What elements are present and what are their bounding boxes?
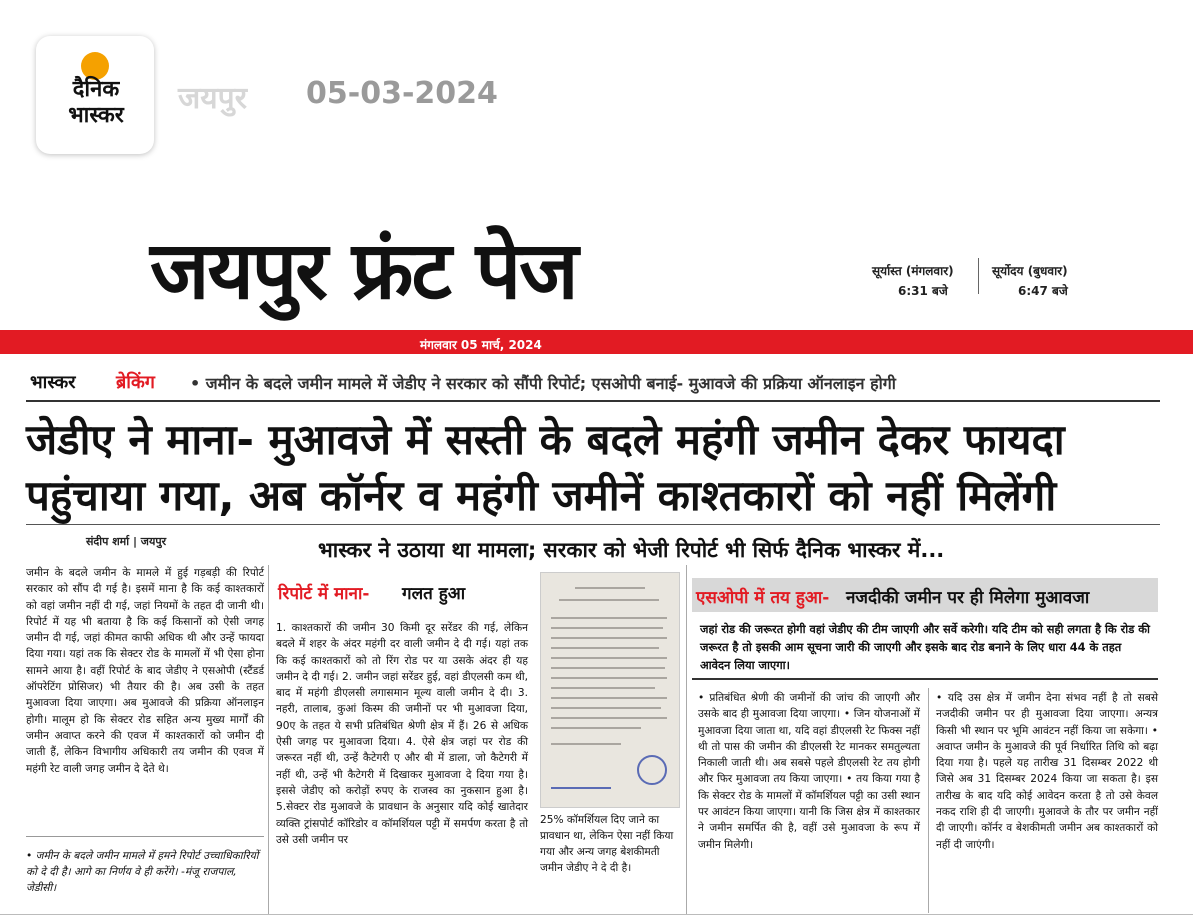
document-line: [551, 677, 667, 679]
sunrise-time: 6:47 बजे: [1018, 284, 1068, 298]
section-heading-red: रिपोर्ट में माना-: [278, 584, 370, 604]
document-line: [551, 717, 667, 719]
divider: [978, 258, 979, 294]
document-line: [551, 707, 661, 709]
edition-city: जयपुर: [178, 81, 247, 116]
breaking-label-brand: भास्कर: [30, 372, 76, 393]
edition-date: 05-03-2024: [306, 76, 498, 111]
document-line: [551, 687, 655, 689]
photo-caption: 25% कॉमर्शियल दिए जाने का प्रावधान था, लेकिन ऐसा नहीं किया गया और अन्य जगह बेशकीमती जमीन जेडीए ने दे दी है।: [540, 814, 674, 874]
sunset-label: सूर्यास्त (मंगलवार): [872, 264, 954, 278]
breaking-text: • जमीन के बदले जमीन मामले में जेडीए ने सरकार को सौंपी रिपोर्ट; एसओपी बनाई- मुआवजे की प्रक्रिया ऑनलाइन होगी: [190, 374, 896, 393]
newspaper-logo[interactable]: [36, 36, 154, 154]
sun-logo-icon: [81, 52, 109, 80]
stamp-icon: [637, 755, 667, 785]
divider: [0, 914, 1193, 915]
column-divider: [268, 565, 269, 915]
sop-points-right: • यदि उस क्षेत्र में जमीन देना संभव नहीं है तो सबसे नजदीकी जमीन पर ही मुआवजा दिया जाएगा। अन्यत्र किसी भी स्थान पर भूमि आवंटन नहीं किया जा सकेगा। • अवाप्त जमीन के मुआवजे की पूर्व निर्धारित तिथि को बढ़ा दिया गया है। पहले यह तारीख 31 दिसम्बर 2022 थी जिसे अब 31 दिसम्बर 2024 किया जा सकता है। इस तारीख के बाद यदि कोई आवेदन करता है तो उसे केवल नकद राशि ही दी जाएगी। मुआवजे के तौर पर जमीन नहीं दी जाएगी। कॉर्नर व बेशकीमती जमीन अब काश्तकारों को नहीं दी जाएंगी।: [936, 692, 1158, 851]
document-line: [551, 667, 665, 669]
sunrise-label: सूर्योदय (बुधवार): [992, 264, 1068, 278]
document-line: [575, 587, 645, 589]
section-heading-black: नजदीकी जमीन पर ही मिलेगा मुआवजा: [846, 588, 1090, 608]
date-bar: [0, 330, 1193, 354]
issue-date: मंगलवार 05 मार्च, 2024: [420, 338, 542, 352]
divider: [692, 678, 1158, 680]
column-divider: [928, 688, 929, 913]
sop-intro-text: जहां रोड की जरूरत होगी वहां जेडीए की टीम जाएगी और सर्वे करेगी। यदि टीम को सही लगता है कि रोड की जरूरत है तो इसकी आम सूचना जारी की जाएगी और इसके बाद रोड बनाने के लिए धारा 44 के तहत आवेदन लिया जाएगा।: [700, 622, 1151, 672]
column-divider: [686, 565, 687, 915]
section-heading-report: [276, 575, 528, 605]
page-title: जयपुर फ्रंट पेज: [150, 224, 577, 317]
document-line: [551, 617, 667, 619]
document-line: [551, 727, 641, 729]
divider: [26, 400, 1160, 402]
breaking-badge: [26, 368, 184, 396]
document-line: [559, 599, 659, 601]
logo-text-line1: दैनिक: [72, 77, 120, 102]
headline-line1: जेडीए ने माना- मुआवजे में सस्ती के बदले महंगी जमीन देकर फायदा: [26, 415, 1065, 464]
section-heading-sop: [692, 578, 1158, 612]
sop-points-left: • प्रतिबंधित श्रेणी की जमीनों की जांच की जाएगी और उसके बाद ही मुआवजा दिया जाएगा। • जिन योजनाओं में मुआवजा दिया जाता था, यदि वहां डीएलसी रेट फिक्स नहीं थी तो पास की जमीन की डीएलसी रेट मानकर समतुल्यता निकाली जाती थी। अब सबसे पहले डीएलसी रेट तय होगी और फिर मुआवजा तय किया जाएगा। • तय किया गया है कि सेक्टर रोड के मामलों में कॉमर्शियल पट्टी का उसी स्थान पर आवंटन किया जाएगा। यानी कि जिस क्षेत्र में काश्तकार ने जमीन समर्पित की है, वहीं उसे मुआवजा के रूप में जमीन मिलेगी।: [698, 692, 920, 851]
signature-line: [551, 787, 611, 789]
report-document-photo[interactable]: [540, 572, 680, 808]
divider: [26, 524, 1160, 525]
document-line: [551, 627, 663, 629]
official-quote: • जमीन के बदले जमीन मामले में हमने रिपोर्ट उच्चाधिकारियों को दे दी है। आगे का निर्णय वे ही करेंगे। -मंजू राजपाल, जेडीसी।: [26, 850, 259, 894]
logo-text-line2: भास्कर: [68, 103, 124, 128]
divider: [26, 836, 264, 837]
document-line: [551, 637, 667, 639]
section-heading-black: गलत हुआ: [402, 584, 466, 604]
report-findings-text: 1. काश्तकारों की जमीन 30 किमी दूर सरेंडर की गई, लेकिन बदले में शहर के अंदर महंगी दर वाली जमीन दे दी गई। यहां तक कि कई काश्तकारों को तो रिंग रोड पर या उसके अंदर ही यह जमीन दे दी गई। 2. जमीन जहां सरेंडर हुई, वहां डीएलसी कम थी, बाद में महंगी डीएलसी लगासमान मूल्य वाली जमीन दे दी। 3. नहरी, तालाब, कुआं किस्म की जमीनों पर भी मुआवजा दिया, 90ए के तहत ये सभी प्रतिबंधित श्रेणी क्षेत्र में हैं। 26 से अधिक ऐसी जगह पर मुआवजा दिया। 4. ऐसे क्षेत्र जहां पर रोड की जरूरत नहीं थी, उन्हें कैटेगरी ए और बी में डाला, जो कैटेगरी में नहीं थी, उन्हें भी कैटेगरी में दिखाकर मुआवजा दे दिया गया है। इससे जेडीए को करोड़ों रुपए के राजस्व का नुकसान हुआ है। 5.सेक्टर रोड मुआवजे के प्रावधान के अनुसार यदि कोई खातेदार व्यक्ति ट्रांसपोर्ट कॉरिडोर व कॉमर्शियल पट्टी में समर्पण करता है तो उसे उसी जमीन पर: [276, 622, 528, 846]
breaking-label: ब्रेकिंग: [116, 372, 155, 393]
document-line: [551, 697, 667, 699]
document-line: [551, 657, 667, 659]
byline: संदीप शर्मा | जयपुर: [86, 535, 167, 548]
document-line: [551, 647, 659, 649]
lead-article-text: जमीन के बदले जमीन के मामले में हुई गड़बड़ी की रिपोर्ट सरकार को सौंप दी गई है। इसमें माना है कि कई काश्तकारों को वहां जमीन नहीं दी गई, जहां नियमों के तहत दी जानी थी। रिपोर्ट में यह भी बताया है कि कई किसानों को ऐसी जगह जमीन दी गई, जहां कीमत काफी अधिक थी और उन्हें फायदा दिया गया। यहां तक कि सेक्टर रोड के मामलों में भी ऐसा होना सामने आया है। वहीं रिपोर्ट के बाद जेडीए ने एसओपी (स्टैंडर्ड ऑपरेटिंग प्रोसिजर) भी तैयार की है। अब उसी के तहत मुआवजा दिया जाएगा। अब मुआवजे की प्रक्रिया ऑनलाइन होगी। मालूम हो कि सेक्टर रोड सहित अन्य मुख्य मार्गों की जमीन अवाप्त करने की एवज में काश्तकारों को जमीन दी जाती हैं, लेकिन विभागीय अधिकारी तय जमीन की एवज में महंगी रेट वाली जगह जमीन दे देते थे।: [26, 567, 264, 775]
sunset-time: 6:31 बजे: [898, 284, 948, 298]
sub-headline: भास्कर ने उठाया था मामला; सरकार को भेजी रिपोर्ट भी सिर्फ दैनिक भास्कर में...: [318, 538, 945, 562]
section-heading-red: एसओपी में तय हुआ-: [696, 588, 830, 608]
headline-line2: पहुंचाया गया, अब कॉर्नर व महंगी जमीनें काश्तकारों को नहीं मिलेंगी: [26, 471, 1057, 520]
document-line: [551, 743, 621, 745]
